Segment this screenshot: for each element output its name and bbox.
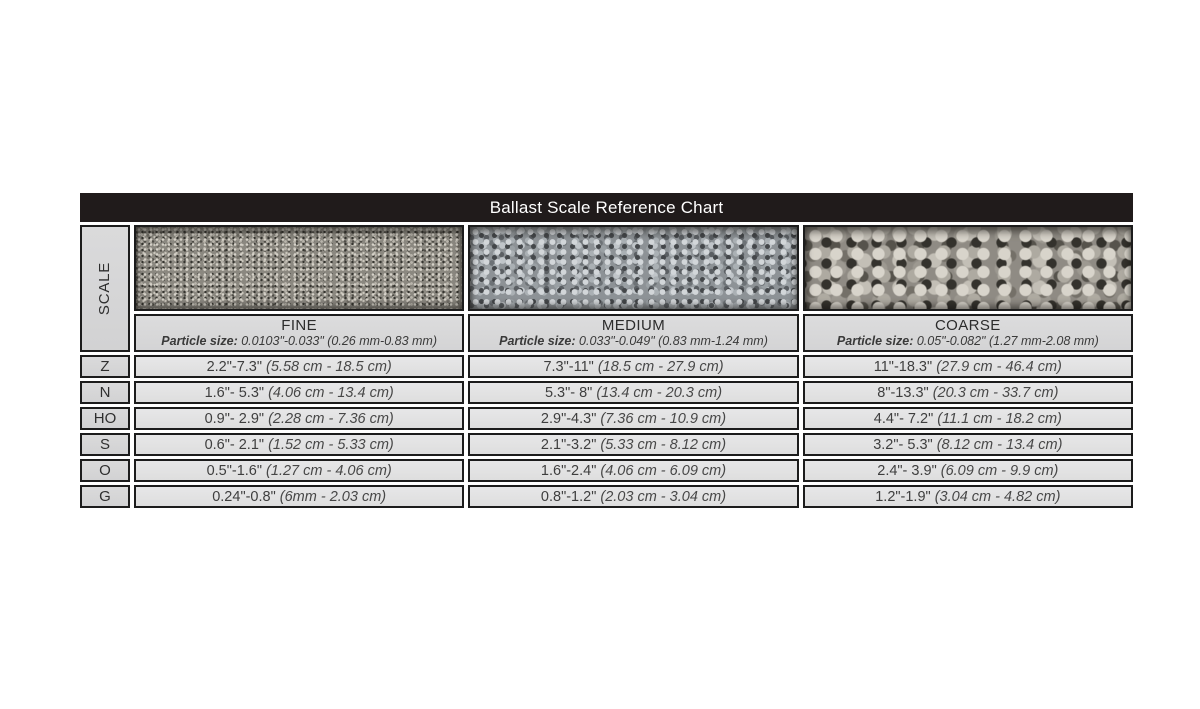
size-inches: 0.24"-0.8" [212, 488, 276, 505]
column-name: FINE [281, 316, 318, 334]
size-cm: (1.27 cm - 4.06 cm) [266, 462, 392, 479]
ballast-size-ho-medium [468, 407, 798, 430]
particle-size-line [837, 334, 1099, 348]
size-cm: (4.06 cm - 13.4 cm) [268, 384, 394, 401]
particle-size-mm: (1.27 mm-2.08 mm) [988, 333, 1099, 348]
size-cm: (8.12 cm - 13.4 cm) [936, 436, 1063, 453]
ballast-size-g-medium [468, 485, 798, 508]
chart-title-bar [80, 193, 1133, 222]
ballast-size-z-medium [468, 355, 798, 378]
column-name: COARSE [934, 316, 1001, 334]
ballast-size-g-fine [134, 485, 464, 508]
scale-row-label-s: S [80, 433, 130, 456]
particle-size-inches: 0.0103"-0.033" [241, 333, 324, 348]
size-cm: (18.5 cm - 27.9 cm) [597, 358, 724, 375]
particle-size-mm: (0.26 mm-0.83 mm) [327, 333, 438, 348]
column-name: MEDIUM [601, 316, 666, 334]
size-inches: 7.3"-11" [543, 358, 594, 375]
size-cm: (5.58 cm - 18.5 cm) [266, 358, 392, 375]
particle-size-label: Particle size: [836, 333, 914, 348]
scale-row-label-o: O [80, 459, 130, 482]
coarse-ballast-texture-image [803, 225, 1133, 311]
size-inches: 1.6"- 5.3" [204, 384, 265, 401]
ballast-size-o-medium [468, 459, 798, 482]
scale-row-label-z: Z [80, 355, 130, 378]
size-inches: 1.6"-2.4" [540, 462, 597, 479]
ballast-size-ho-fine [134, 407, 464, 430]
particle-size-line [161, 334, 437, 348]
ballast-size-o-fine [134, 459, 464, 482]
particle-size-label: Particle size: [499, 333, 576, 348]
ballast-scale-reference-chart [80, 193, 1133, 508]
ballast-size-s-coarse [803, 433, 1133, 456]
scale-column-label: SCALE [96, 261, 114, 316]
size-inches: 2.9"-4.3" [540, 410, 597, 427]
size-cm: (2.03 cm - 3.04 cm) [600, 488, 727, 505]
size-inches: 2.4"- 3.9" [877, 462, 937, 479]
ballast-size-n-coarse [803, 381, 1133, 404]
particle-size-mm: (0.83 mm-1.24 mm) [658, 333, 768, 348]
size-inches: 0.6"- 2.1" [204, 436, 265, 453]
size-cm: (7.36 cm - 10.9 cm) [600, 410, 727, 427]
size-cm: (6mm - 2.03 cm) [279, 488, 387, 505]
size-cm: (2.28 cm - 7.36 cm) [268, 410, 394, 427]
scale-row-label-ho: HO [80, 407, 130, 430]
chart-title: Ballast Scale Reference Chart [489, 197, 724, 217]
size-inches: 0.8"-1.2" [540, 488, 597, 505]
size-cm: (6.09 cm - 9.9 cm) [940, 462, 1059, 479]
scale-column-header [80, 225, 130, 352]
ballast-size-n-fine [134, 381, 464, 404]
size-inches: 0.9"- 2.9" [204, 410, 265, 427]
scale-row-label-g: G [80, 485, 130, 508]
size-inches: 8"-13.3" [877, 384, 929, 401]
size-inches: 5.3"- 8" [544, 384, 593, 401]
scale-row-label-n: N [80, 381, 130, 404]
ballast-size-z-coarse [803, 355, 1133, 378]
size-cm: (20.3 cm - 33.7 cm) [932, 384, 1059, 401]
ballast-size-g-coarse [803, 485, 1133, 508]
ballast-size-s-medium [468, 433, 798, 456]
size-inches: 0.5"-1.6" [206, 462, 263, 479]
particle-size-label: Particle size: [161, 333, 238, 348]
chart-table [80, 225, 1133, 508]
medium-ballast-texture-image [468, 225, 798, 311]
size-cm: (27.9 cm - 46.4 cm) [936, 358, 1062, 375]
size-cm: (5.33 cm - 8.12 cm) [600, 436, 727, 453]
particle-size-inches: 0.05"-0.082" [916, 333, 986, 348]
size-inches: 2.1"-3.2" [540, 436, 597, 453]
size-cm: (1.52 cm - 5.33 cm) [268, 436, 394, 453]
size-inches: 2.2"-7.3" [206, 358, 263, 375]
ballast-size-s-fine [134, 433, 464, 456]
size-inches: 11"-18.3" [873, 358, 933, 375]
size-inches: 4.4"- 7.2" [873, 410, 934, 427]
ballast-size-o-coarse [803, 459, 1133, 482]
size-cm: (4.06 cm - 6.09 cm) [600, 462, 727, 479]
ballast-size-n-medium [468, 381, 798, 404]
size-inches: 1.2"-1.9" [875, 488, 931, 505]
size-cm: (13.4 cm - 20.3 cm) [596, 384, 723, 401]
column-header-coarse [803, 314, 1133, 352]
column-header-medium [468, 314, 798, 352]
size-cm: (11.1 cm - 18.2 cm) [937, 410, 1062, 427]
particle-size-inches: 0.033"-0.049" [579, 333, 655, 348]
particle-size-line [499, 334, 768, 348]
ballast-size-ho-coarse [803, 407, 1133, 430]
size-cm: (3.04 cm - 4.82 cm) [934, 488, 1061, 505]
ballast-size-z-fine [134, 355, 464, 378]
size-inches: 3.2"- 5.3" [873, 436, 933, 453]
column-header-fine [134, 314, 464, 352]
fine-ballast-texture-image [134, 225, 464, 311]
